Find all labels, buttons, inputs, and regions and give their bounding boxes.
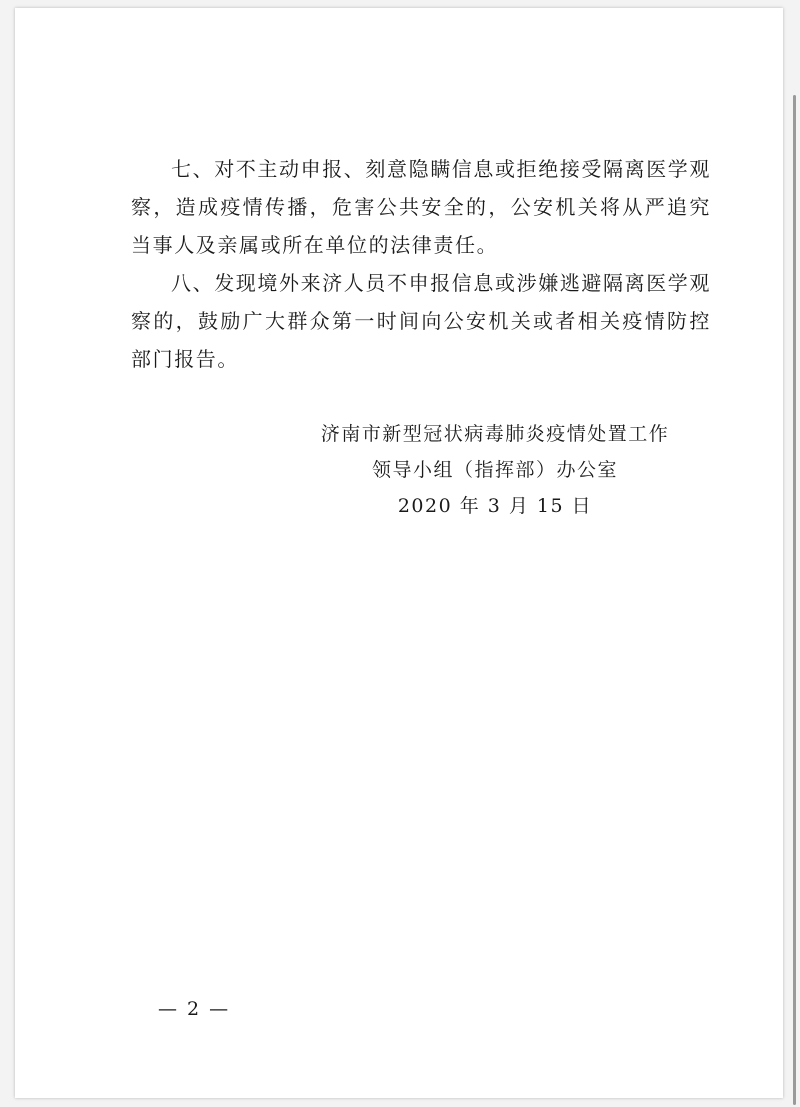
page-number: — 2 —	[158, 998, 231, 1020]
issue-date: 2020 年 3 月 15 日	[397, 495, 593, 517]
scrollbar[interactable]	[793, 95, 796, 1105]
signature-block	[305, 416, 685, 524]
paragraph-eight: 八、发现境外来济人员不申报信息或涉嫌逃避隔离医学观察的，鼓励广大群众第一时间向公安机关或者相关疫情防控部门报告。	[131, 271, 711, 371]
document-body	[131, 150, 711, 378]
document-page	[15, 8, 783, 1098]
issuer-line-1: 济南市新型冠状病毒肺炎疫情处置工作	[320, 423, 670, 445]
paragraph-seven: 七、对不主动申报、刻意隐瞒信息或拒绝接受隔离医学观察，造成疫情传播，危害公共安全的，公安机关将从严追究当事人及亲属或所在单位的法律责任。	[131, 157, 711, 257]
issuer-line-2: 领导小组（指挥部）办公室	[371, 459, 618, 481]
